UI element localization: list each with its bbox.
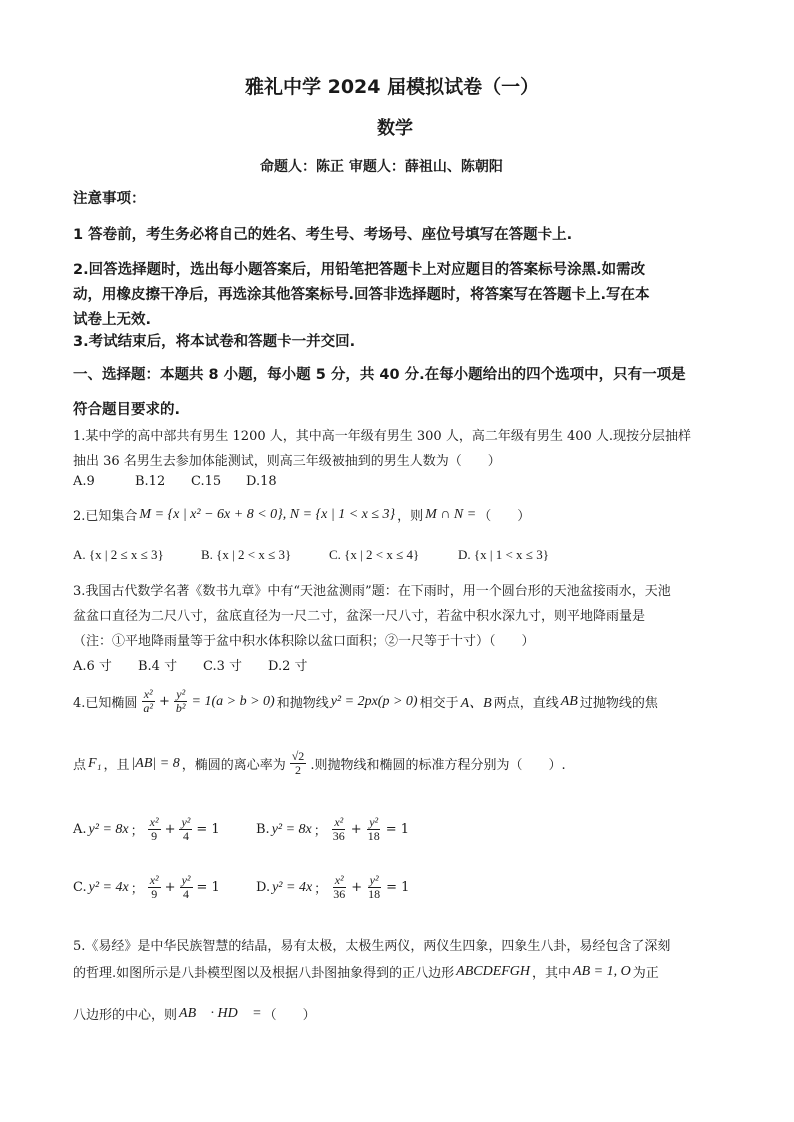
q4-option-c-frac-x [148,874,161,901]
q4-option-c-frac-y [180,874,193,901]
q2-prefix: 2.已知集合 [73,509,138,524]
q4-option-d-den-x: 36 [333,887,346,902]
notice-item-2-line-3: 试卷上无效. [73,312,152,328]
q4-option-a-label: A. [73,822,87,838]
q4-option-c-label: C. [73,880,87,896]
q4-option-d-parabola: y² = 4x [272,879,313,895]
q4-option-b-frac-y [366,816,382,843]
q4-option-b-den-y: 18 [367,829,380,844]
notice-item-2-line-1: 2.回答选择题时，选出每小题答案后，用铅笔把答题卡上对应题目的答案标号涂黑.如需改 [73,262,646,278]
q3-option-d: D.2 寸 [268,659,308,674]
q2-option-c: C. {x | 2 < x ≤ 4} [329,547,420,562]
q4-ellipse-rest: = 1(a > b > 0) [191,693,275,709]
notice-item-2-line-2: 动，用橡皮擦干净后，再选涂其他答案标号.回答非选择题时，将答案写在答题卡上.写在本 [73,287,650,303]
q4-option-b-frac-x [331,816,347,843]
q2-option-d: D. {x | 1 < x ≤ 3} [458,547,549,562]
q4-plus: + [159,694,170,710]
q4-option-a-frac-x [148,816,161,843]
q4-option-c-parabola: y² = 4x [88,879,129,895]
notice-heading: 注意事项： [73,191,146,207]
authors-line: 命题人：陈正 审题人：薛祖山、陈朝阳 [260,159,503,175]
q5-dot-product: AB⃗ · HD⃗ = [179,1005,262,1021]
q5-line-3 [73,1004,316,1023]
q4-ecc-den: 2 [295,763,302,778]
q3-option-c: C.3 寸 [203,659,243,674]
q4-prefix: 4.已知椭圆 [73,696,138,712]
q3-line-1: 3.我国古代数学名著《数书九章》中有“天池盆测雨”题：在下雨时，用一个圆台形的天池盆接雨水，天池 [73,584,671,599]
q2-intersection: M ∩ N = [425,506,477,522]
q4-option-b-plus: + [350,822,362,838]
q4-option-a-eq: = 1 [196,822,220,838]
q3-line-3: （注：①平地降雨量等于盆中积水体积除以盆口面积；②一尺等于十寸）（ ） [73,634,535,649]
q4-focus: F₁ [88,755,102,771]
section-1-line-1: 一、选择题：本题共 8 小题，每小题 5 分，共 40 分.在每小题给出的四个选项中，只有一项是 [73,367,686,383]
q4-option-c-den-y: 4 [183,887,190,902]
q4-ellipse-frac-y [174,688,188,715]
q2-suffix: （ ） [478,509,531,524]
q4-option-c-plus: + [164,880,176,896]
q4-option-d-plus: + [351,880,363,896]
q4-option-a [73,816,220,843]
q4-points: A、B [460,695,492,711]
q4-ellipse-num-x: x² [143,687,153,701]
q4-option-b [256,816,409,843]
q2-mid: ，则 [397,509,424,524]
q4-option-a-frac-y [179,816,192,843]
q4-ellipse-frac-x [141,688,155,715]
notice-item-1: 1 答卷前，考生务必将自己的姓名、考生号、考场号、座位号填写在答题卡上. [73,227,573,243]
q4-l2-mid: ，且 [103,758,130,774]
notice-item-3: 3.考试结束后，将本试卷和答题卡一并交回. [73,334,356,350]
q4-tail: 过抛物线的焦 [579,696,658,712]
q4-option-d-frac-x [331,874,347,901]
q2-option-a: A. {x | 2 ≤ x ≤ 3} [73,547,164,562]
q4-option-c-num-y: y² [181,873,191,887]
q4-stem-line-2 [73,750,566,777]
q5-line-3-prefix: 八边形的中心，则 [73,1008,178,1023]
q4-mid-3: 两点，直线 [493,696,559,712]
q4-ellipse-num-y: y² [176,687,186,701]
q4-option-b-eq: = 1 [385,822,409,838]
q4-option-b-label: B. [256,822,270,838]
q5-line-2-tail: 为正 [632,966,659,981]
section-1-line-2: 符合题目要求的. [73,402,181,418]
q3-option-a: A.6 寸 [73,659,112,674]
q5-octagon: ABCDEFGH [456,963,531,979]
q4-option-d-label: D. [256,880,271,896]
q5-line-2-mid: ，其中 [532,966,572,981]
q4-option-c-num-x: x² [149,873,159,887]
q4-option-c [73,874,220,901]
q2-stem [73,505,530,524]
q4-parabola: y² = 2px(p > 0) [330,693,418,709]
q4-option-a-den-x: 9 [151,829,158,844]
q4-option-d-num-x: x² [334,873,344,887]
q4-option-d [256,874,409,901]
q4-eccentricity [290,750,307,777]
q4-option-a-den-y: 4 [182,829,189,844]
q5-condition: AB = 1, O [573,963,631,979]
q4-option-c-sep: ； [130,882,144,898]
q5-line-1: 5.《易经》是中华民族智慧的结晶，易有太极，太极生两仪，两仪生四象，四象生八卦，易经包含了深刻 [73,939,671,954]
q4-mid-2: 相交于 [419,696,459,712]
q1-line-1: 1.某中学的高中部共有男生 1200 人，其中高一年级有男生 300 人，高二年级有男生 400 人.现按分层抽样 [73,429,692,444]
q4-ecc-num: √2 [291,749,305,763]
q3-line-2: 盆盆口直径为二尺八寸，盆底直径为一尺二寸，盆深一尺八寸，若盆中积水深九寸，则平地降雨量是 [73,609,646,624]
q4-option-b-parabola: y² = 8x [271,821,312,837]
q4-option-c-den-x: 9 [151,887,158,902]
q4-option-b-num-y: y² [369,815,379,829]
q4-line-ab: AB [560,693,578,709]
q4-stem-line-1 [73,688,658,715]
q4-option-a-plus: + [164,822,176,838]
q1-option-c: C.15 [191,474,222,489]
subject-title: 数学 [377,118,413,139]
q4-option-a-num-y: y² [181,815,191,829]
q4-ellipse-den-a: a² [143,701,154,716]
q2-set-expression: M = {x | x² − 6x + 8 < 0}, N = {x | 1 < x ≤ 3} [139,506,396,522]
q5-line-3-tail: （ ） [263,1008,316,1023]
q4-ellipse-den-b: b² [175,701,186,716]
q1-option-b: B.12 [135,474,166,489]
q4-option-d-eq: = 1 [386,880,410,896]
q1-option-d: D.18 [246,474,277,489]
q4-option-d-sep: ； [314,882,328,898]
q4-l2-tail: .则抛物线和椭圆的标准方程分别为（ ）. [310,758,566,774]
q4-option-a-num-x: x² [149,815,159,829]
q4-mid-1: 和抛物线 [276,696,329,712]
q4-option-c-eq: = 1 [196,880,220,896]
q4-l2-prefix: 点 [73,758,87,774]
q3-option-b: B.4 寸 [138,659,178,674]
q5-line-2 [73,962,659,981]
q4-option-a-parabola: y² = 8x [88,821,129,837]
q1-option-a: A.9 [73,474,95,489]
q4-option-d-frac-y [366,874,382,901]
q5-line-2-prefix: 的哲理.如图所示是八卦模型图以及根据八卦图抽象得到的正八边形 [73,966,455,981]
q4-option-a-sep: ； [130,824,144,840]
q4-abs-ab: |AB| = 8 [131,755,180,771]
q4-option-d-num-y: y² [369,873,379,887]
exam-title: 雅礼中学 2024 届模拟试卷（一） [245,76,540,98]
q4-option-d-den-y: 18 [368,887,381,902]
q4-option-b-den-x: 36 [332,829,345,844]
q1-line-2: 抽出 36 名男生去参加体能测试，则高三年级被抽到的男生人数为（ ） [73,454,501,469]
q2-option-b: B. {x | 2 < x ≤ 3} [201,547,292,562]
q4-l2-mid-2: ，椭圆的离心率为 [181,758,286,774]
q4-option-b-num-x: x² [334,815,344,829]
q4-option-b-sep: ； [313,824,327,840]
